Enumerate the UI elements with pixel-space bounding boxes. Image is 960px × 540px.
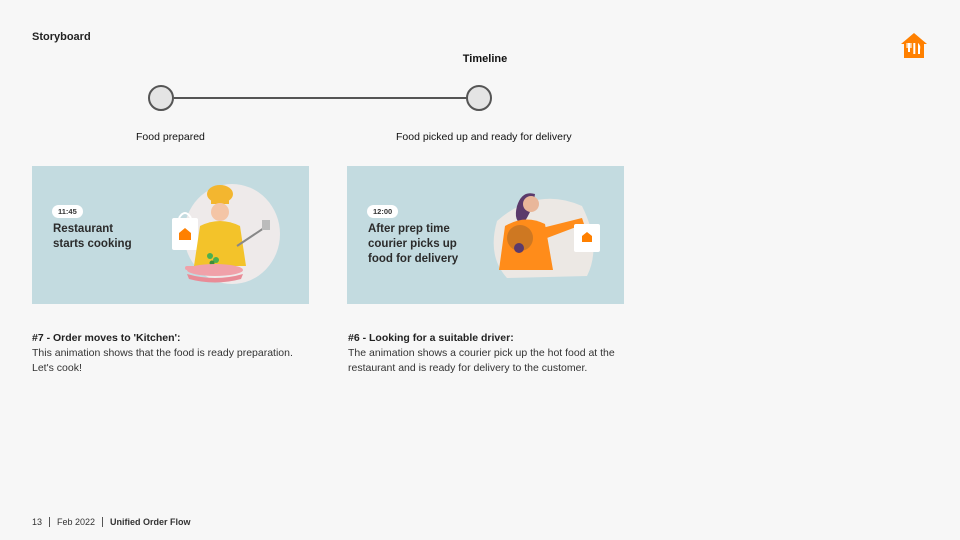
time-badge: 11:45 xyxy=(52,205,83,218)
timeline-step-label: Food picked up and ready for delivery xyxy=(396,131,572,143)
timeline-node-1 xyxy=(149,86,173,110)
section-title: Storyboard xyxy=(32,31,91,43)
footer xyxy=(32,517,191,527)
footer-divider xyxy=(102,517,103,527)
card-caption: Restaurant starts cooking xyxy=(53,223,132,250)
card-description-block xyxy=(32,331,312,376)
card-description-title: #6 - Looking for a suitable driver: xyxy=(348,332,514,344)
time-badge: 12:00 xyxy=(367,205,398,218)
timeline-node-2 xyxy=(467,86,491,110)
restaurant-house-logo-icon xyxy=(899,31,929,61)
timeline-step-label: Food prepared xyxy=(136,131,205,143)
card-description-title: #7 - Order moves to 'Kitchen': xyxy=(32,332,181,344)
footer-date: Feb 2022 xyxy=(57,517,96,527)
timeline-heading: Timeline xyxy=(462,53,508,65)
storyboard-card xyxy=(32,166,309,304)
card-description-text: The animation shows a courier pick up the hot food at the restaurant and is ready for delivery to the customer. xyxy=(348,347,615,374)
card-description-text: This animation shows that the food is ready preparation. Let's cook! xyxy=(32,347,293,374)
page-number: 13 xyxy=(32,517,43,527)
storyboard-card xyxy=(347,166,624,304)
footer-title: Unified Order Flow xyxy=(110,517,191,527)
card-description-block xyxy=(348,331,628,376)
footer-divider xyxy=(49,517,50,527)
card-caption: After prep time courier picks up food for delivery xyxy=(368,223,459,265)
